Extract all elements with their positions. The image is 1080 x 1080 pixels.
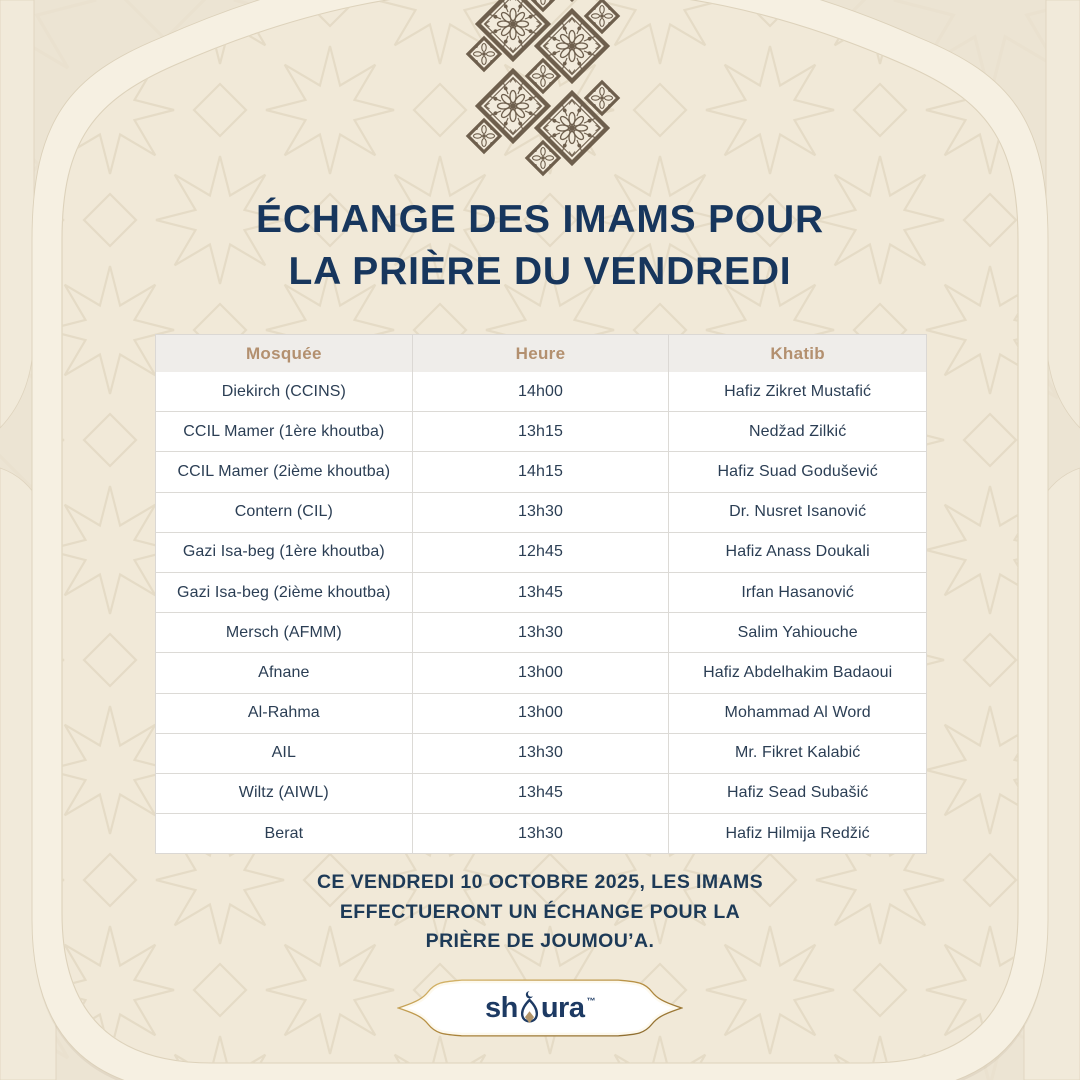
khatib-cell: Salim Yahiouche [737,623,858,641]
mosque-dome-crescent-icon [519,990,540,1024]
table-row [156,572,926,612]
table-row [156,372,926,411]
table-row [156,451,926,491]
mosque-cell: Mersch (AFMM) [156,613,413,652]
announcement-line-1: CE VENDREDI 10 OCTOBRE 2025, LES IMAMS [316,871,764,893]
mosque-cell: Gazi Isa-beg (1ère khoutba) [156,533,413,572]
khatib-cell: Mohammad Al Word [724,704,871,722]
table-header-row [156,335,926,372]
mosque-cell: Al-Rahma [156,694,413,733]
khatib-cell: Dr. Nusret Isanović [729,503,867,521]
table-row [156,813,926,853]
khatib-cell: Hafiz Hilmija Redžić [725,824,870,842]
table-row [156,773,926,813]
heure-cell: 13h30 [413,613,670,652]
heure-cell: 13h00 [413,653,670,692]
heure-cell: 13h45 [413,573,670,612]
heure-cell: 13h15 [413,412,670,451]
mosque-cell: CCIL Mamer (1ère khoutba) [156,412,413,451]
table-row [156,733,926,773]
heure-cell: 13h30 [413,734,670,773]
mosque-cell: Berat [156,814,413,853]
mosque-cell: Gazi Isa-beg (2ième khoutba) [156,573,413,612]
wordmark-prefix: sh [485,991,518,1024]
mosque-cell: Afnane [156,653,413,692]
heure-cell: 12h45 [413,533,670,572]
khatib-cell: Hafiz Suad Godušević [717,462,878,480]
khatib-cell: Irfan Hasanović [741,583,854,601]
khatib-cell: Hafiz Abdelhakim Badaoui [703,663,893,681]
khatib-cell: Hafiz Anass Doukali [725,543,870,561]
heure-cell: 13h30 [413,493,670,532]
trademark-symbol: ™ [586,996,595,1006]
khatib-cell: Nedžad Zilkić [748,422,847,440]
khatib-cell: Mr. Fikret Kalabić [734,744,861,762]
wordmark-suffix: ura [540,991,585,1024]
table-row [156,411,926,451]
shoura-wordmark [397,975,683,1041]
title-line-2: LA PRIÈRE DU VENDREDI [288,250,792,293]
table-row [156,492,926,532]
table-row [156,693,926,733]
header-mosquee: Mosquée [156,335,413,372]
header-khatib: Khatib [770,343,825,363]
mosque-cell: Diekirch (CCINS) [156,372,413,411]
imam-schedule-table [155,334,927,854]
khatib-cell: Hafiz Sead Subašić [726,784,869,802]
page-title [0,194,1080,298]
heure-cell: 14h15 [413,452,670,491]
announcement-text [0,868,1080,957]
table-row [156,612,926,652]
mosque-cell: CCIL Mamer (2ième khoutba) [156,452,413,491]
announcement-line-3: PRIÈRE DE JOUMOU’A. [425,930,655,952]
islamic-tile-ornament [0,0,1080,195]
shoura-logo [397,975,683,1041]
heure-cell: 13h45 [413,774,670,813]
heure-cell: 13h30 [413,814,670,853]
title-line-1: ÉCHANGE DES IMAMS POUR [256,198,824,241]
mosque-cell: Wiltz (AIWL) [156,774,413,813]
table-row [156,652,926,692]
header-heure: Heure [413,335,670,372]
announcement-line-2: EFFECTUERONT UN ÉCHANGE POUR LA [339,900,741,923]
heure-cell: 13h00 [413,694,670,733]
heure-cell: 14h00 [413,372,670,411]
mosque-cell: AIL [156,734,413,773]
table-row [156,532,926,572]
mosque-cell: Contern (CIL) [156,493,413,532]
khatib-cell: Hafiz Zikret Mustafić [724,382,872,400]
